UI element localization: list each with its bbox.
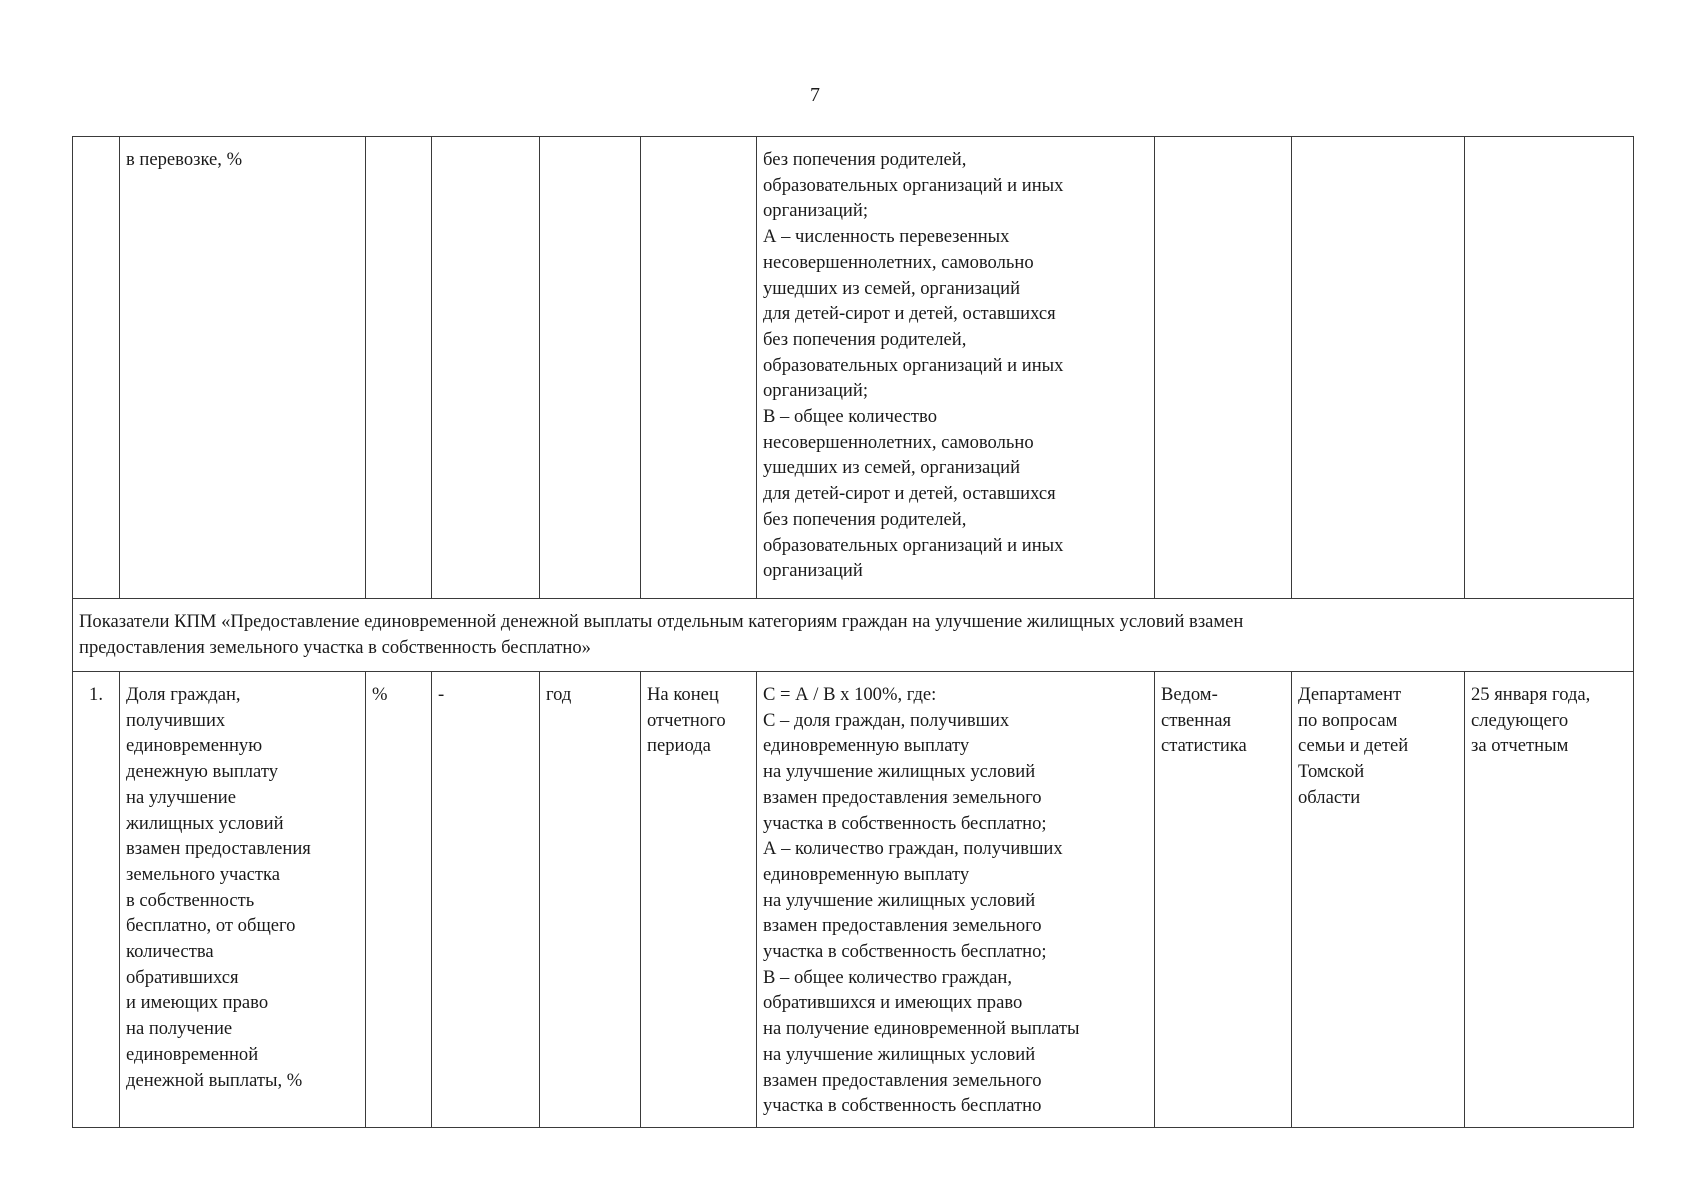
text-line: периода (647, 735, 711, 757)
cell-formula (757, 137, 1155, 599)
text-line: ушедших из семей, организаций (763, 457, 1021, 479)
text-line: без попечения родителей, (763, 149, 967, 170)
text-line: для детей-сирот и детей, оставшихся (763, 303, 1056, 325)
page-number: 7 (810, 84, 820, 106)
cell-dash (432, 137, 540, 599)
text-line: на улучшение жилищных условий (763, 761, 1036, 783)
cell-deadline (1465, 137, 1634, 599)
text-line: области (1298, 786, 1361, 808)
text-line: Томской (1298, 761, 1365, 783)
text-line: 25 января года, (1471, 684, 1591, 705)
text-line: взамен предоставления земельного (763, 1069, 1042, 1091)
cell-dash: - (432, 672, 540, 1128)
text-line: денежную выплату (126, 761, 279, 783)
responsible-text (1298, 682, 1458, 811)
text-line: несовершеннолетних, самовольно (763, 251, 1034, 273)
text-line: без попечения родителей, (763, 508, 967, 530)
cell-deadline (1465, 672, 1634, 1128)
text-line: в перевозке, % (126, 149, 243, 170)
text-line: обратившихся и имеющих право (763, 992, 1023, 1014)
text-line: бесплатно, от общего (126, 915, 296, 937)
text-line: организаций; (763, 380, 868, 402)
text-line: статистика (1161, 735, 1247, 757)
time-text (647, 682, 750, 759)
text-line: организаций (763, 560, 863, 582)
text-line: для детей-сирот и детей, оставшихся (763, 483, 1056, 505)
text-line: единовременную (126, 735, 263, 757)
text-line: денежной выплаты, % (126, 1069, 303, 1091)
text-line: участка в собственность бесплатно; (763, 941, 1047, 963)
formula-text (763, 147, 1148, 584)
text-line: взамен предоставления земельного (763, 786, 1042, 808)
text-line: ственная (1161, 709, 1232, 731)
cell-periodicity: год (540, 672, 641, 1128)
text-line: участка в собственность бесплатно (763, 1095, 1042, 1117)
text-line: единовременную выплату (763, 735, 970, 757)
text-line: получивших (126, 709, 226, 731)
text-line: Показатели КПМ «Предоставление единовременной денежной выплаты отдельным категориям граждан на улучшение жилищных условий взамен (79, 611, 1244, 632)
text-line: А – численность перевезенных (763, 226, 1010, 248)
formula-text (763, 682, 1148, 1119)
text-line: образовательных организаций и иных (763, 534, 1064, 556)
text-line: На конец (647, 684, 719, 705)
text-line: семьи и детей (1298, 735, 1409, 757)
cell-unit: % (366, 672, 432, 1128)
section-header-row (73, 599, 1634, 672)
text-line: жилищных условий (126, 812, 284, 834)
text-line: земельного участка (126, 863, 281, 885)
text-line: В – общее количество граждан, (763, 966, 1012, 988)
cell-indicator (120, 672, 366, 1128)
text-line: единовременной (126, 1043, 259, 1065)
text-line: Ведом- (1161, 684, 1218, 705)
text-line: на получение единовременной выплаты (763, 1018, 1080, 1040)
text-line: А – количество граждан, получивших (763, 838, 1063, 860)
table-row (73, 672, 1634, 1128)
text-line: на улучшение жилищных условий (763, 889, 1036, 911)
deadline-text (1471, 682, 1627, 759)
table-row (73, 137, 1634, 599)
cell-formula (757, 672, 1155, 1128)
text-line: обратившихся (126, 966, 239, 988)
cell-number: 1. (73, 672, 120, 1128)
text-line: образовательных организаций и иных (763, 174, 1064, 196)
text-line: Департамент (1298, 684, 1402, 705)
text-line: на улучшение жилищных условий (763, 1043, 1036, 1065)
cell-time (641, 137, 757, 599)
text-line: на получение (126, 1018, 233, 1040)
text-line: Доля граждан, (126, 684, 241, 705)
text-line: взамен предоставления земельного (763, 915, 1042, 937)
text-line: ушедших из семей, организаций (763, 277, 1021, 299)
text-line: без попечения родителей, (763, 328, 967, 350)
text-line: образовательных организаций и иных (763, 354, 1064, 376)
text-line: за отчетным (1471, 735, 1569, 757)
text-line: на улучшение (126, 786, 236, 808)
cell-number (73, 137, 120, 599)
text-line: С – доля граждан, получивших (763, 709, 1010, 731)
cell-time (641, 672, 757, 1128)
section-header-text (79, 609, 1627, 660)
text-line: С = А / В х 100%, где: (763, 684, 937, 705)
text-line: организаций; (763, 200, 868, 222)
cell-responsible (1292, 137, 1465, 599)
text-line: в собственность (126, 889, 255, 911)
text-line: В – общее количество (763, 406, 937, 428)
indicators-table (72, 136, 1634, 1128)
cell-periodicity (540, 137, 641, 599)
text-line: количества (126, 941, 214, 963)
indicator-text (126, 147, 359, 173)
text-line: взамен предоставления (126, 838, 311, 860)
text-line: и имеющих право (126, 992, 269, 1014)
cell-source (1155, 137, 1292, 599)
source-text (1161, 682, 1285, 759)
text-line: по вопросам (1298, 709, 1398, 731)
cell-indicator (120, 137, 366, 599)
text-line: предоставления земельного участка в собственность бесплатно» (79, 636, 591, 658)
text-line: отчетного (647, 709, 726, 731)
cell-source (1155, 672, 1292, 1128)
text-line: следующего (1471, 709, 1569, 731)
text-line: единовременную выплату (763, 863, 970, 885)
cell-responsible (1292, 672, 1465, 1128)
cell-unit (366, 137, 432, 599)
text-line: участка в собственность бесплатно; (763, 812, 1047, 834)
text-line: несовершеннолетних, самовольно (763, 431, 1034, 453)
section-header-cell (73, 599, 1634, 672)
indicator-text (126, 682, 359, 1093)
